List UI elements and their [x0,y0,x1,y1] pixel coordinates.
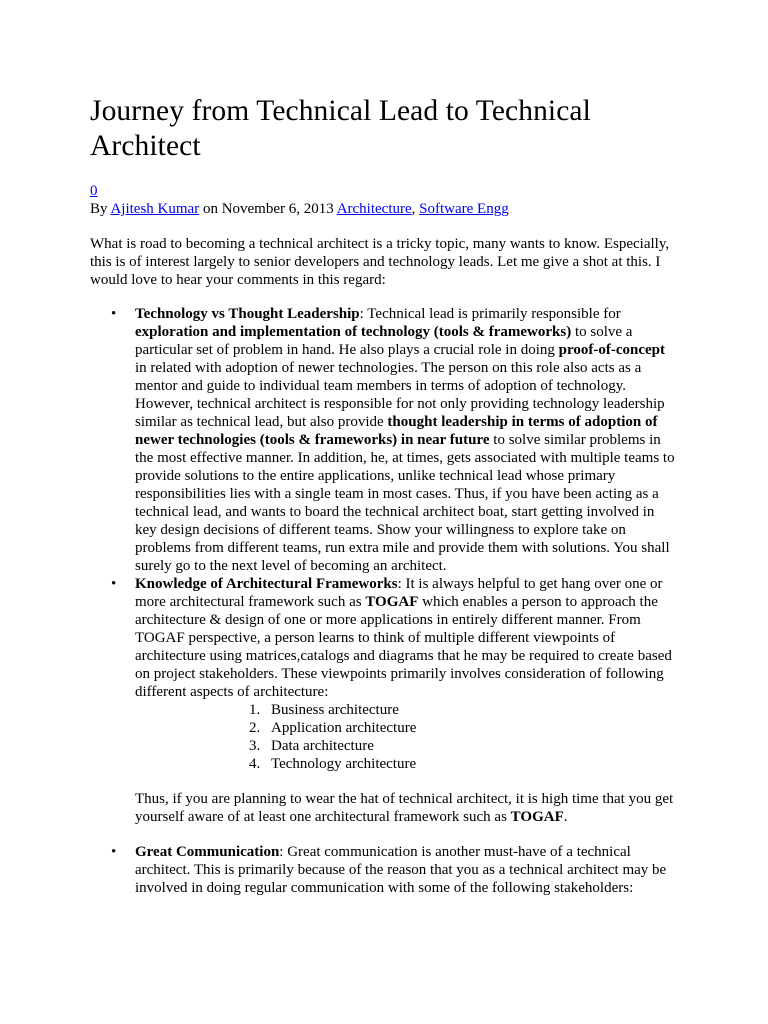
item-text: to solve a particular set of problem in hand. He also plays a crucial role in doing [135,324,633,358]
category-link-architecture[interactable]: Architecture [336,201,412,217]
list-label: Application architecture [271,720,417,736]
list-number: 3. [249,738,261,754]
item-bold-text: TOGAF [365,594,419,610]
list-item-great-communication [111,843,678,897]
category-separator: , [411,201,416,217]
item-text: which enables a person to approach the architecture & design of one or more applications in entirely different manner. From TOGAF perspective, a person learns to think of multiple different viewpoints of architecture using matrices,catalogs and diagrams that he may be required to create based on project stakeholders. These viewpoints primarily involves consideration of following different aspects of architecture: [135,594,672,700]
togaf-conclusion [135,790,678,826]
list-item [249,737,678,755]
item-bold-text: TOGAF [510,809,564,825]
item-text: . [563,809,568,825]
post-date: on November 6, 2013 [202,201,334,217]
list-number: 4. [249,756,261,772]
list-label: Data architecture [271,738,374,754]
item-text: : Technical lead is primarily responsible for [359,306,621,322]
comments-count-row [90,182,678,200]
item-bold-text: proof-of-concept [558,342,665,358]
list-number: 1. [249,702,261,718]
category-link-software-engg[interactable]: Software Engg [419,201,509,217]
list-item-knowledge-of-architectural-frameworks [111,575,678,843]
author-link[interactable]: Ajitesh Kumar [110,201,200,217]
item-text: : Great communication is another must-have of a technical architect. This is primarily because of the reason that you as a technical architect may be involved in doing regular communication with some of the following stakeholders: [135,844,667,896]
item-text: : It is always helpful to get hang over one or more architectural framework such as [135,576,663,610]
key-points-list [90,305,678,897]
item-heading: Knowledge of Architectural Frameworks [135,576,398,592]
list-item [249,701,678,719]
item-text: Thus, if you are planning to wear the hat of technical architect, it is high time that you get yourself aware of at least one architectural framework such as [135,791,674,825]
list-item [249,719,678,737]
architecture-aspects-list [135,701,678,773]
list-item [249,755,678,773]
item-text: in related with adoption of newer technologies. The person on this role also acts as a mentor and guide to individual team members in terms of adoption of technology. However, technical architect is responsible for not only providing technology leadership similar as technical lead, but also provide [135,360,665,430]
item-bold-text: thought leadership in terms of adoption of newer technologies (tools & frameworks) in near future [135,414,658,448]
article-title: Journey from Technical Lead to Technical Architect [90,95,591,162]
byline-prefix: By [90,201,108,217]
list-number: 2. [249,720,261,736]
item-bold-text: exploration and implementation of technology (tools & frameworks) [135,324,572,340]
intro-paragraph: What is road to becoming a technical architect is a tricky topic, many wants to know. Especially, this is of interest largely to senior developers and technology leads. Let me give a shot at this. I would love to hear your comments in this regard: [90,236,670,288]
byline [90,200,678,218]
bullet-icon: • [111,576,117,592]
bullet-icon: • [111,844,117,860]
bullet-icon: • [111,306,117,322]
list-label: Technology architecture [271,756,417,772]
list-item-technology-vs-thought-leadership [111,305,678,575]
item-text: to solve similar problems in the most effective manner. In addition, he, at times, gets associated with multiple teams to provide solutions to the entire applications, unlike technical lead whose primary responsibilities lies with a single team in most cases. Thus, if you have been acting as a technical lead, and wants to board the technical architect boat, start getting involved in key design decisions of different teams. Show your willingness to explore take on problems from different teams, run extra mile and provide them with solutions. You shall surely go to the next level of becoming an architect. [135,432,675,574]
item-heading: Great Communication [135,844,280,860]
comments-count-link[interactable]: 0 [90,183,98,199]
list-label: Business architecture [271,702,399,718]
item-heading: Technology vs Thought Leadership [135,306,360,322]
